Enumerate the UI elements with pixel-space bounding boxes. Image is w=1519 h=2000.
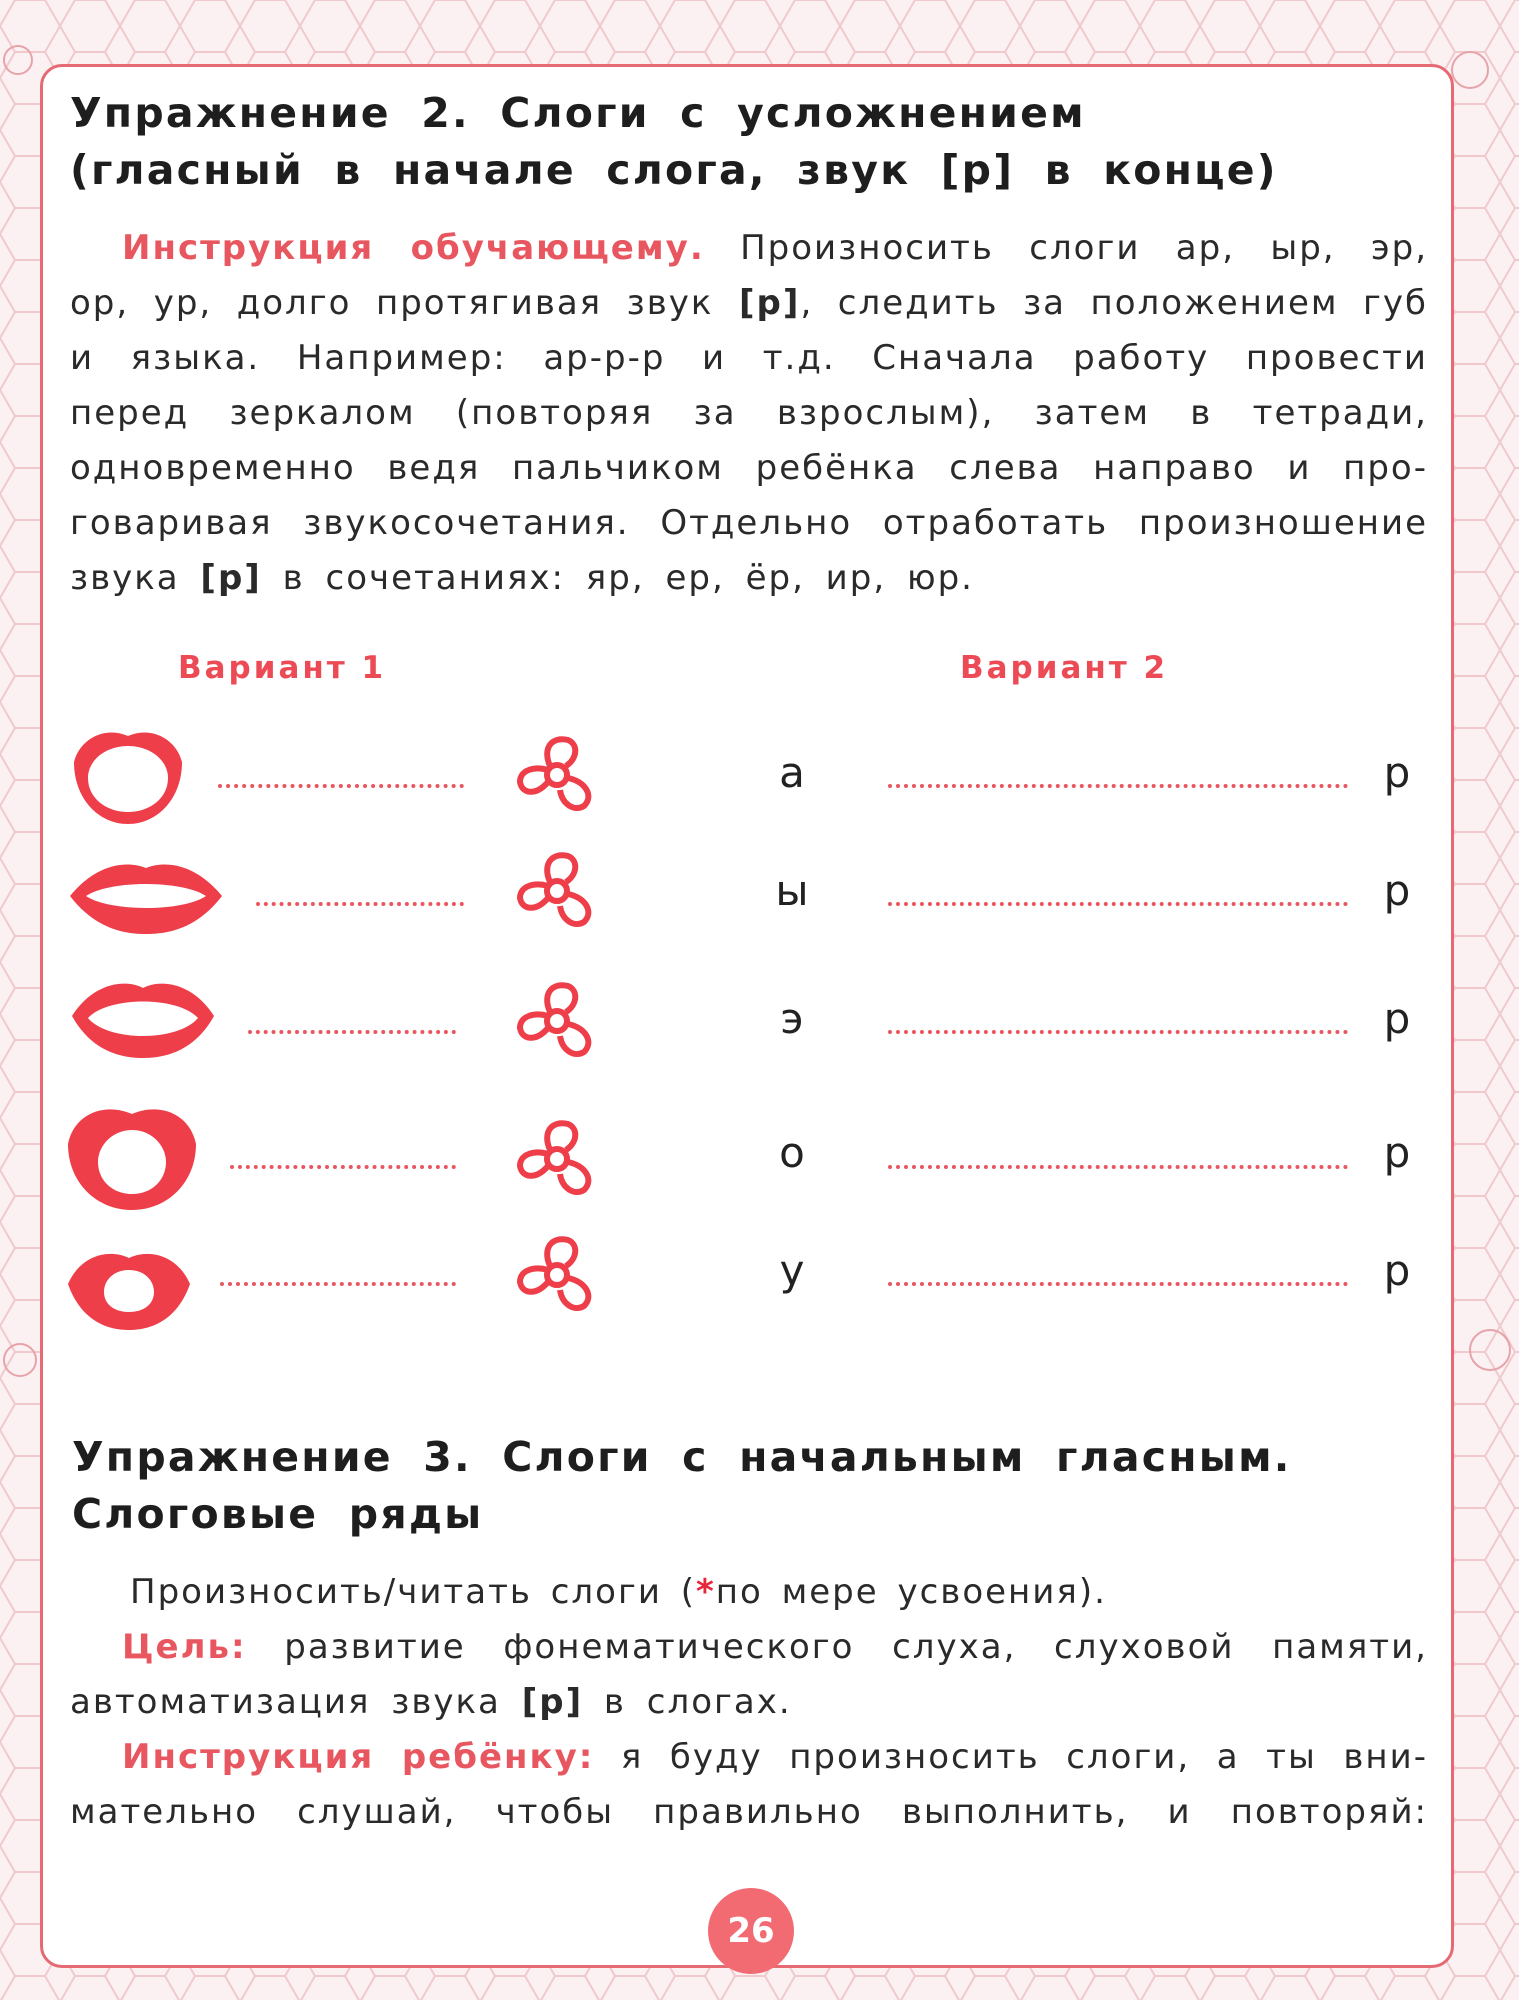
asterisk: * — [695, 1572, 716, 1612]
exercise2-instruction — [70, 221, 1428, 606]
wide-lips-icon — [66, 856, 226, 936]
goal-label: Цель: — [122, 1627, 247, 1667]
tongue-icon — [512, 1230, 602, 1320]
instruction-line-2: ор, ур, долго протягивая звук [р], следить за положением губ — [70, 283, 1429, 323]
writing-line — [248, 1030, 456, 1034]
writing-line — [230, 1165, 456, 1169]
tongue-icon — [512, 976, 602, 1066]
open-round-lips-icon — [66, 720, 191, 830]
vowel-e: э — [780, 994, 804, 1043]
consonant-r: р — [1383, 748, 1411, 797]
exercise3-body — [70, 1565, 1428, 1840]
page-number-badge: 26 — [708, 1888, 794, 1974]
child-instruction-label: Инструкция ребёнку: — [122, 1737, 595, 1777]
exercise3-title-line2: Слоговые ряды — [72, 1490, 484, 1538]
exercise3-intro: Произносить/читать слоги (*по мере усвоения). — [130, 1572, 1107, 1612]
instruction-label: Инструкция обучающему. — [122, 228, 705, 268]
tongue-icon — [512, 730, 602, 820]
writing-line — [888, 784, 1348, 788]
o-shaped-lips-icon — [64, 1100, 200, 1212]
pursed-lips-icon — [64, 1246, 194, 1332]
writing-line — [256, 902, 464, 906]
exercise3-title-line1: Упражнение 3. Слоги с начальным гласным. — [72, 1433, 1292, 1481]
half-open-lips-icon — [68, 976, 218, 1060]
writing-line — [218, 784, 464, 788]
exercise2-title-line2: (гласный в начале слога, звук [р] в конце) — [70, 146, 1278, 194]
writing-line — [888, 1030, 1348, 1034]
writing-line — [888, 1282, 1348, 1286]
vowel-y: ы — [775, 866, 809, 915]
instruction-line-4: перед зеркалом (повторяя за взрослым), затем в тетради, — [70, 393, 1428, 433]
tongue-icon — [512, 846, 602, 936]
instruction-line-7: звука [р] в сочетаниях: яр, ер, ёр, ир, юр. — [70, 558, 974, 598]
vowel-o: о — [779, 1128, 805, 1177]
consonant-r: р — [1383, 866, 1411, 915]
writing-line — [888, 1165, 1348, 1169]
instruction-line-5: одновременно ведя пальчиком ребёнка слева направо и про- — [70, 448, 1428, 488]
consonant-r: р — [1383, 994, 1411, 1043]
instruction-line-6: говаривая звукосочетания. Отдельно отработать произношение — [70, 503, 1428, 543]
child-instruction-line-1: Инструкция ребёнку: я буду произносить слоги, а ты вни- — [122, 1737, 1428, 1777]
variant2-label: Вариант 2 — [960, 650, 1169, 686]
instruction-line-1: Инструкция обучающему. Произносить слоги ар, ыр, эр, — [122, 228, 1428, 268]
writing-line — [888, 902, 1348, 906]
goal-line-1: Цель: развитие фонематического слуха, слуховой памяти, — [122, 1627, 1428, 1667]
goal-line-2: автоматизация звука [р] в слогах. — [70, 1682, 792, 1722]
child-instruction-line-2: мательно слушай, чтобы правильно выполнить, и повторяй: — [70, 1792, 1428, 1832]
tongue-icon — [512, 1114, 602, 1204]
exercise2-title-line1: Упражнение 2. Слоги с усложнением — [70, 89, 1086, 137]
instruction-line-3: и языка. Например: ар-р-р и т.д. Сначала работу провести — [70, 338, 1428, 378]
vowel-u: у — [779, 1246, 805, 1295]
writing-line — [220, 1282, 456, 1286]
vowel-a: а — [779, 748, 805, 797]
variant1-label: Вариант 1 — [178, 650, 387, 686]
consonant-r: р — [1383, 1246, 1411, 1295]
consonant-r: р — [1383, 1128, 1411, 1177]
